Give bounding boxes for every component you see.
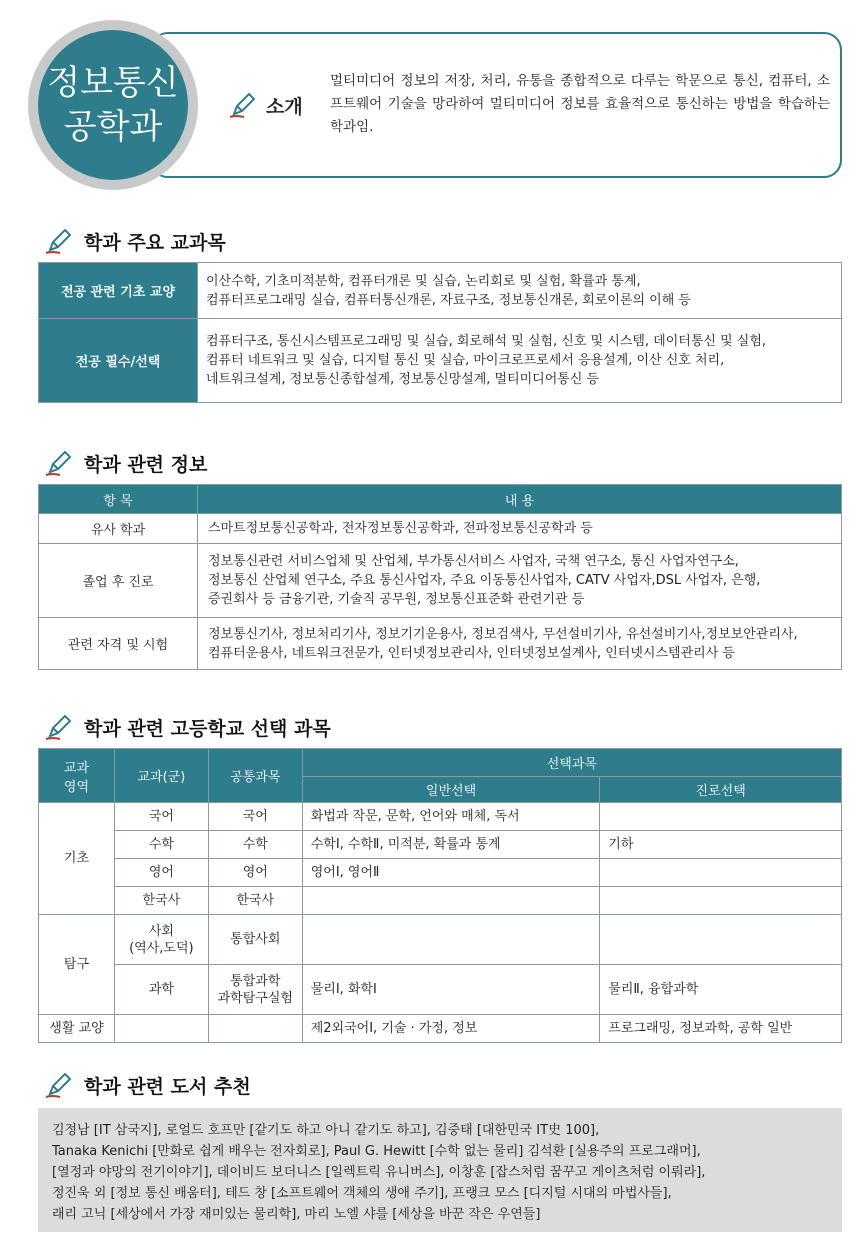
area-cell: 탐구 [39, 915, 115, 1015]
common-cell: 한국사 [208, 887, 302, 915]
title-circle [38, 30, 188, 180]
info-line: 정보통신기사, 정보처리기사, 정보기기운용사, 정보검색사, 무선설비기사, 유선설비기사,정보보안관리사, [208, 626, 798, 642]
table-row [39, 514, 842, 544]
table-row [39, 319, 842, 403]
book-line: 김정남 [IT 삼국지], 로얼드 호프만 [같기도 하고 아니 같기도 하고], 김중태 [대한민국 IT史 100], [52, 1123, 600, 1138]
department-title-line2: 공학과 [63, 107, 163, 147]
common-cell: 영어 [208, 859, 302, 887]
section-title-courses [44, 226, 226, 256]
highschool-table [38, 748, 842, 1043]
table-row [39, 803, 842, 831]
pencil-icon [44, 226, 74, 256]
table-header-row [39, 485, 842, 514]
col-header-common: 공통과목 [208, 749, 302, 803]
career-cell: 프로그래밍, 정보과학, 공학 일반 [600, 1015, 842, 1043]
career-cell [600, 915, 842, 965]
table-row [39, 831, 842, 859]
table-row [39, 1015, 842, 1043]
info-item: 관련 자격 및 시험 [39, 618, 198, 670]
section-title-text: 학과 주요 교과목 [84, 231, 226, 254]
group-cell: 영어 [114, 859, 208, 887]
col-header-content: 내 용 [198, 485, 842, 514]
section-title-info [44, 448, 207, 478]
career-cell [600, 859, 842, 887]
col-header-item: 항 목 [39, 485, 198, 514]
general-cell: 영어Ⅰ, 영어Ⅱ [302, 859, 600, 887]
intro-label-text: 소개 [266, 95, 303, 118]
general-cell: 물리Ⅰ, 화학Ⅰ [302, 965, 600, 1015]
course-line: 네트워크설계, 정보통신종합설계, 정보통신망설계, 멀티미디어통신 등 [206, 372, 600, 387]
common-cell [208, 965, 302, 1015]
group-cell: 한국사 [114, 887, 208, 915]
course-line: 컴퓨터 네트워크 및 실습, 디지털 통신 및 실습, 마이크로프로세서 응용설계, 이산 신호 처리, [206, 353, 725, 368]
book-line: 래리 고닉 [세상에서 가장 재미있는 물리학], 마리 노엘 샤를 [세상을 바꾼 작은 우연들] [52, 1207, 541, 1222]
col-header-select: 선택과목 [302, 749, 841, 777]
info-item: 졸업 후 진로 [39, 544, 198, 618]
intro-text: 멀티미디어 정보의 저장, 처리, 유통을 종합적으로 다루는 학문으로 통신, 컴퓨터, 소프트웨어 기술을 망라하여 멀티미디어 정보를 효율적으로 통신하는 방법을 학습하는 학과임. [330, 73, 830, 135]
common-cell: 통합사회 [208, 915, 302, 965]
group-cell: 국어 [114, 803, 208, 831]
info-content [198, 618, 842, 670]
common-cell: 국어 [208, 803, 302, 831]
course-line: 컴퓨터프로그래밍 실습, 컴퓨터통신개론, 자료구조, 정보통신개론, 회로이론의 이해 등 [206, 292, 691, 308]
group-text: 사회 [148, 923, 174, 939]
book-line: 정진욱 외 [정보 통신 배움터], 테드 창 [소프트웨어 객체의 생애 주기], 프랭크 모스 [디지털 시대의 마법사들], [52, 1186, 672, 1201]
col-header-area [39, 749, 115, 803]
table-row [39, 965, 842, 1015]
common-cell: 수학 [208, 831, 302, 859]
career-cell [600, 803, 842, 831]
pencil-icon [44, 1070, 74, 1100]
course-category: 전공 필수/선택 [39, 319, 198, 403]
course-line: 컴퓨터구조, 통신시스템프로그래밍 및 실습, 회로해석 및 실험, 신호 및 시스템, 데이터통신 및 실험, [206, 334, 767, 349]
career-cell [600, 887, 842, 915]
common-text: 과학탐구실험 [217, 990, 293, 1006]
group-cell [114, 915, 208, 965]
info-item: 유사 학과 [39, 514, 198, 544]
career-cell: 물리Ⅱ, 융합과학 [600, 965, 842, 1015]
header-text: 영역 [63, 779, 90, 795]
section-title-books [44, 1070, 251, 1100]
group-cell [114, 1015, 208, 1043]
info-content [198, 514, 842, 544]
pencil-icon [44, 448, 74, 478]
career-cell: 기하 [600, 831, 842, 859]
course-list [198, 319, 842, 403]
info-line: 스마트정보통신공학과, 전자정보통신공학과, 전파정보통신공학과 등 [208, 521, 593, 536]
general-cell [302, 915, 600, 965]
info-line: 증권회사 등 금융기관, 기술직 공무원, 정보통신표준화 관련기관 등 [208, 592, 585, 607]
col-header-general: 일반선택 [302, 777, 600, 803]
info-table [38, 484, 842, 670]
general-cell: 화법과 작문, 문학, 언어와 매체, 독서 [302, 803, 600, 831]
table-row [39, 544, 842, 618]
section-title-highschool [44, 712, 331, 742]
pencil-icon [44, 712, 74, 742]
area-cell: 기초 [39, 803, 115, 915]
course-list [198, 263, 842, 319]
info-line: 정보통신관련 서비스업체 및 산업체, 부가통신서비스 사업자, 국책 연구소, 통신 사업자연구소, [208, 554, 739, 569]
common-cell [208, 1015, 302, 1043]
header-text: 교과 [63, 760, 90, 776]
book-list [38, 1108, 842, 1232]
department-title-line1: 정보통신 [47, 63, 179, 103]
col-header-career: 진로선택 [600, 777, 842, 803]
info-line: 컴퓨터운용사, 네트워크전문가, 인터넷정보관리사, 인터넷정보설계사, 인터넷시스템관리사 등 [208, 645, 735, 661]
table-header-row [39, 749, 842, 777]
table-row [39, 263, 842, 319]
table-row [39, 915, 842, 965]
col-header-group: 교과(군) [114, 749, 208, 803]
section-title-text: 학과 관련 고등학교 선택 과목 [84, 717, 331, 740]
group-cell: 과학 [114, 965, 208, 1015]
book-line: [열정과 야망의 전기이야기], 데이비드 보더니스 [일렉트릭 유니버스], 이창훈 [잡스처럼 꿈꾸고 게이츠처럼 이뤄라], [52, 1165, 706, 1180]
group-cell: 수학 [114, 831, 208, 859]
intro-label [228, 90, 303, 120]
info-line: 정보통신 산업체 연구소, 주요 통신사업자, 주요 이동통신사업자, CATV 사업자,DSL 사업자, 은행, [208, 573, 761, 588]
table-row [39, 887, 842, 915]
course-line: 이산수학, 기초미적분학, 컴퓨터개론 및 실습, 논리회로 및 실험, 확률과 통계, [206, 273, 641, 289]
course-category: 전공 관련 기초 교양 [39, 263, 198, 319]
area-cell: 생활 교양 [39, 1015, 115, 1043]
pencil-icon [228, 90, 258, 120]
common-text: 통합과학 [230, 973, 281, 989]
section-title-text: 학과 관련 정보 [84, 453, 208, 476]
general-cell: 제2외국어Ⅰ, 기술 · 가정, 정보 [302, 1015, 600, 1043]
section-title-text: 학과 관련 도서 추천 [84, 1075, 251, 1098]
general-cell [302, 887, 600, 915]
book-line: Tanaka Kenichi [만화로 쉽게 배우는 전자회로], Paul G. Hewitt [수학 없는 물리] 김석환 [실용주의 프로그래머], [52, 1144, 701, 1159]
table-row [39, 859, 842, 887]
general-cell: 수학Ⅰ, 수학Ⅱ, 미적분, 확률과 통계 [302, 831, 600, 859]
table-row [39, 618, 842, 670]
info-content [198, 544, 842, 618]
courses-table [38, 262, 842, 403]
group-text: (역사,도덕) [129, 940, 194, 956]
